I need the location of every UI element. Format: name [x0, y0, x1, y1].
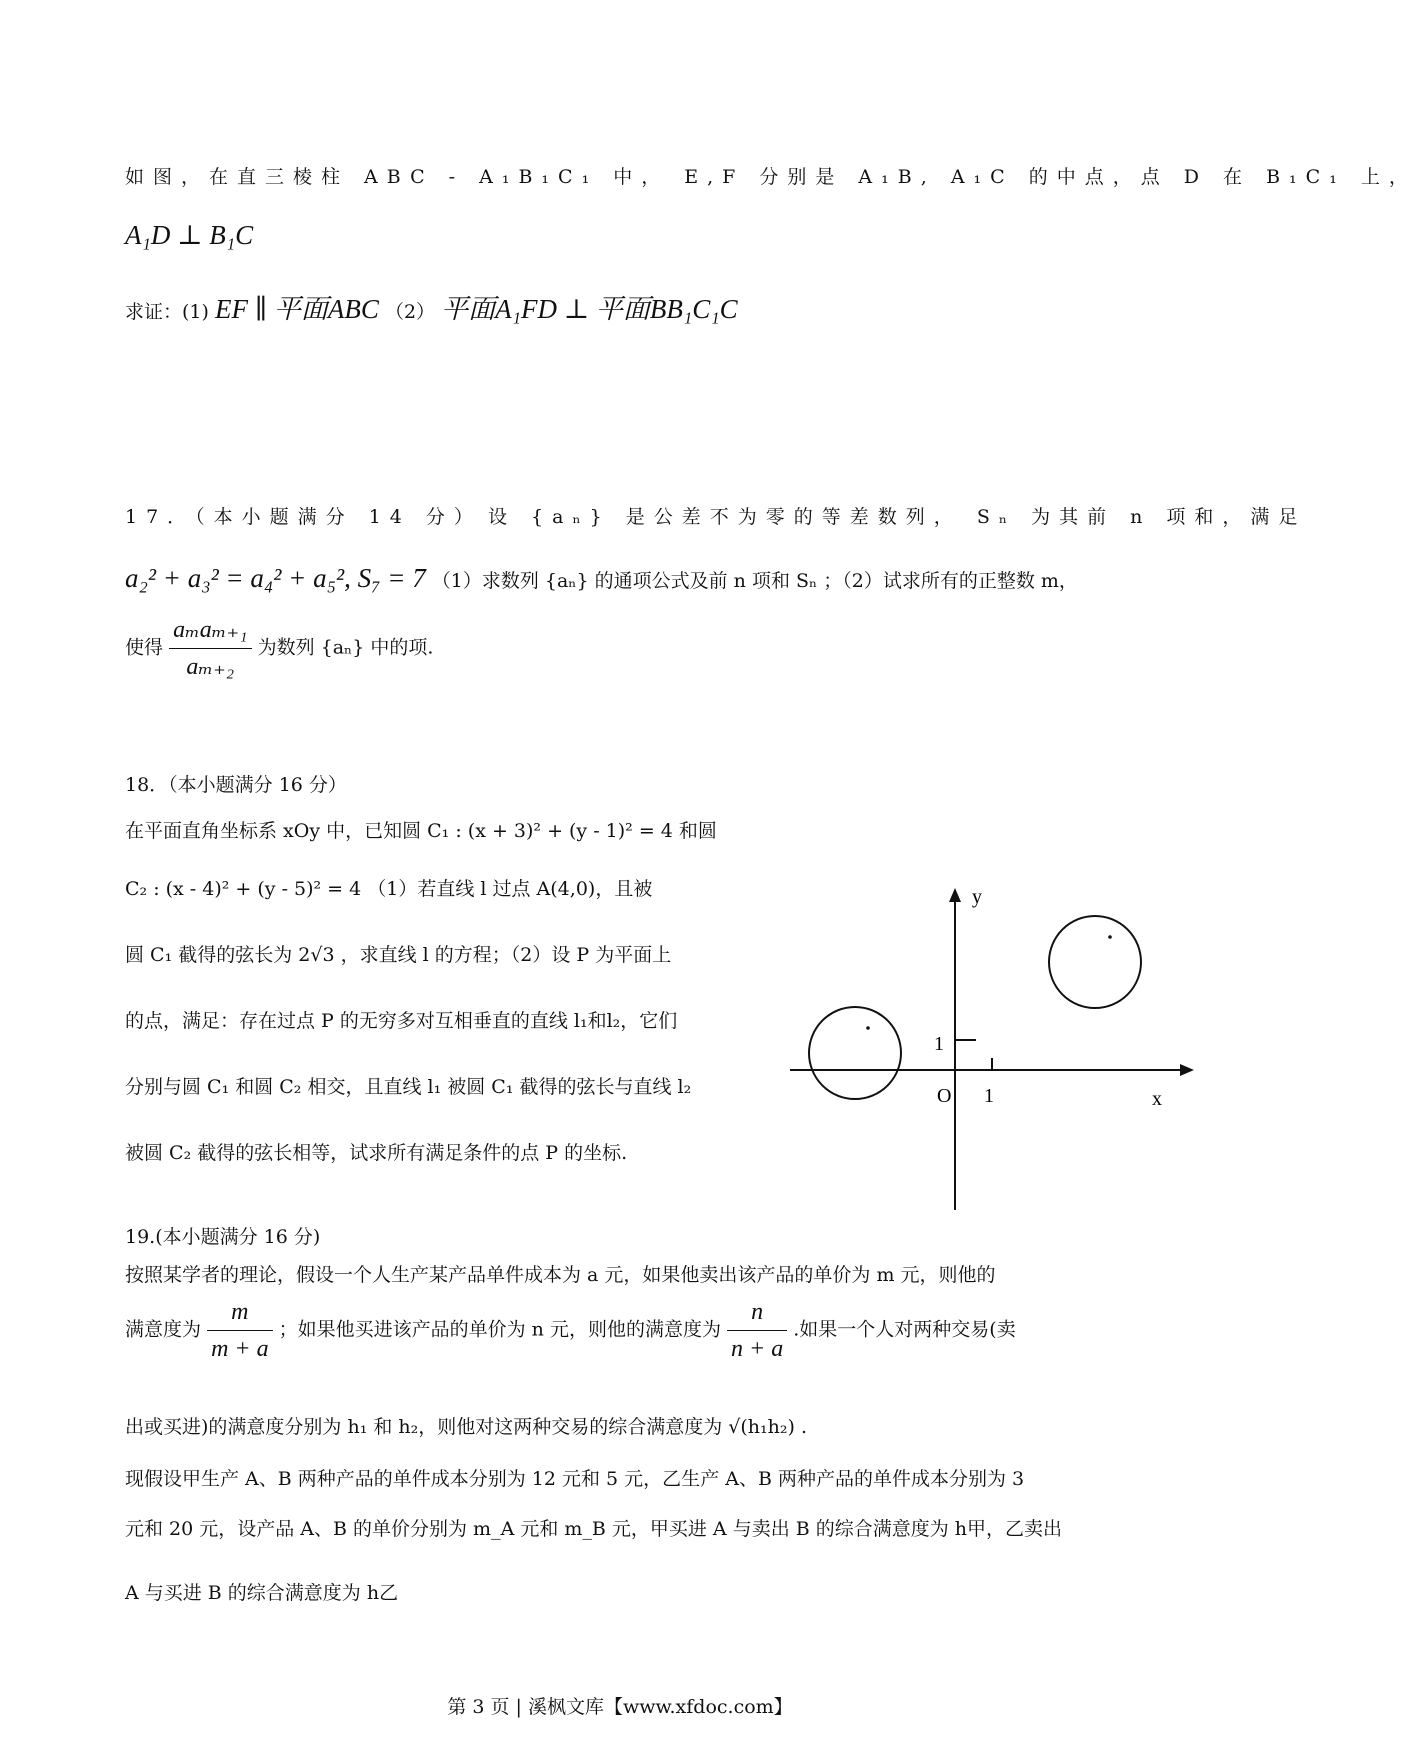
fraction-buy-numerator: n	[727, 1300, 787, 1331]
satisfaction-label: 满意度为	[125, 1318, 202, 1341]
fraction-sell	[207, 1300, 273, 1361]
y-tick-label: 1	[934, 1033, 944, 1055]
problem18-line4: 的点，满足：存在过点 P 的无穷多对互相垂直的直线 l₁和l₂，它们	[125, 1010, 678, 1032]
problem19-line6: A 与买进 B 的综合满意度为 h乙	[125, 1582, 399, 1604]
problem17-tail: 为数列 {aₙ} 中的项.	[257, 636, 434, 659]
problem17-intro: 设 {aₙ} 是公差不为零的等差数列， Sₙ 为其前 n 项和，满足	[487, 506, 1307, 528]
problem18-line1: 在平面直角坐标系 xOy 中，已知圆 C₁ : (x + 3)² + (y - 1)² = 4 和圆	[125, 820, 717, 842]
problem17-questions: （1）求数列 {aₙ} 的通项公式及前 n 项和 Sₙ ；（2）试求所有的正整数 m，	[431, 570, 1078, 592]
fraction-buy	[727, 1300, 787, 1361]
x-tick-label: 1	[984, 1085, 994, 1107]
problem17-shide: 使得	[125, 636, 164, 659]
fraction-numerator: aₘaₘ₊₁	[169, 618, 251, 649]
prove2-statement: 平面A₁FD ⊥ 平面BB₁C₁C	[441, 294, 738, 324]
problem19-line1: 按照某学者的理论，假设一个人生产某产品单件成本为 a 元，如果他卖出该产品的单价为 m 元，则他的	[125, 1264, 996, 1286]
prove1-statement: EF ∥ 平面ABC	[214, 294, 379, 324]
problem17-header: 17．（本小题满分 14 分）	[125, 506, 482, 528]
y-axis-label: y	[972, 886, 982, 908]
fraction-sell-denominator: m + a	[211, 1336, 269, 1362]
prove2-label: （2）	[384, 301, 436, 323]
problem18-header: 18．（本小题满分 16 分）	[125, 774, 347, 796]
problem18-line6: 被圆 C₂ 截得的弦长相等，试求所有满足条件的点 P 的坐标.	[125, 1142, 628, 1164]
buy-text: ；如果他买进该产品的单价为 n 元，则他的满意度为	[278, 1318, 721, 1341]
problem16-prove	[125, 296, 738, 323]
y-axis-arrow	[949, 888, 961, 902]
problem19-line4: 现假设甲生产 A、B 两种产品的单件成本分别为 12 元和 5 元，乙生产 A、B 两种产品的单件成本分别为 3	[125, 1468, 1025, 1490]
prove-label: 求证：(1)	[125, 301, 209, 323]
problem18-line5: 分别与圆 C₁ 和圆 C₂ 相交，且直线 l₁ 被圆 C₁ 截得的弦长与直线 l₂	[125, 1076, 692, 1098]
problem17-fraction	[169, 618, 251, 679]
problem16-line1: 如图，在直三棱柱 ABC - A₁B₁C₁ 中， E,F 分别是 A₁B, A₁C 的中点，点 D 在 B₁C₁ 上，	[125, 166, 1417, 188]
fraction-denominator: aₘ₊₂	[186, 654, 235, 680]
problem19-header: 19.(本小题满分 16 分)	[125, 1226, 321, 1248]
trade-text: .如果一个人对两种交易(卖	[793, 1318, 1016, 1341]
origin-label: O	[937, 1085, 952, 1107]
circle-c1	[809, 1007, 901, 1099]
x-axis-arrow	[1180, 1064, 1194, 1076]
x-axis-label: x	[1152, 1088, 1162, 1110]
fraction-sell-numerator: m	[207, 1300, 273, 1331]
problem17-line2	[125, 565, 1078, 592]
circle-c1-center	[866, 1026, 870, 1030]
problem19-line2	[125, 1300, 1016, 1361]
problem18-line2: C₂ : (x - 4)² + (y - 5)² = 4 （1）若直线 l 过点 A(4,0)，且被	[125, 878, 653, 900]
problem19-line3: 出或买进)的满意度分别为 h₁ 和 h₂，则他对这两种交易的综合满意度为 √(h₁h₂) .	[125, 1416, 807, 1438]
problem19-line5: 元和 20 元，设产品 A、B 的单价分别为 m_A 元和 m_B 元，甲买进 A 与卖出 B 的综合满意度为 h甲，乙卖出	[125, 1518, 1063, 1540]
fraction-buy-denominator: n + a	[731, 1336, 784, 1362]
problem17-line1	[125, 508, 1306, 527]
page-footer: 第 3 页 | 溪枫文库【www.xfdoc.com】	[447, 1696, 793, 1718]
problem17-line3	[125, 618, 433, 679]
problem16-line2: A₁D ⊥ B₁C	[125, 220, 254, 250]
problem18-line3: 圆 C₁ 截得的弦长为 2√3 ，求直线 l 的方程；（2）设 P 为平面上	[125, 944, 672, 966]
coordinate-figure	[780, 880, 1200, 1210]
circle-c2	[1049, 916, 1141, 1008]
circle-c2-center	[1108, 935, 1112, 939]
problem17-condition: a₂² + a₃² = a₄² + a₅², S₇ = 7	[125, 563, 426, 593]
